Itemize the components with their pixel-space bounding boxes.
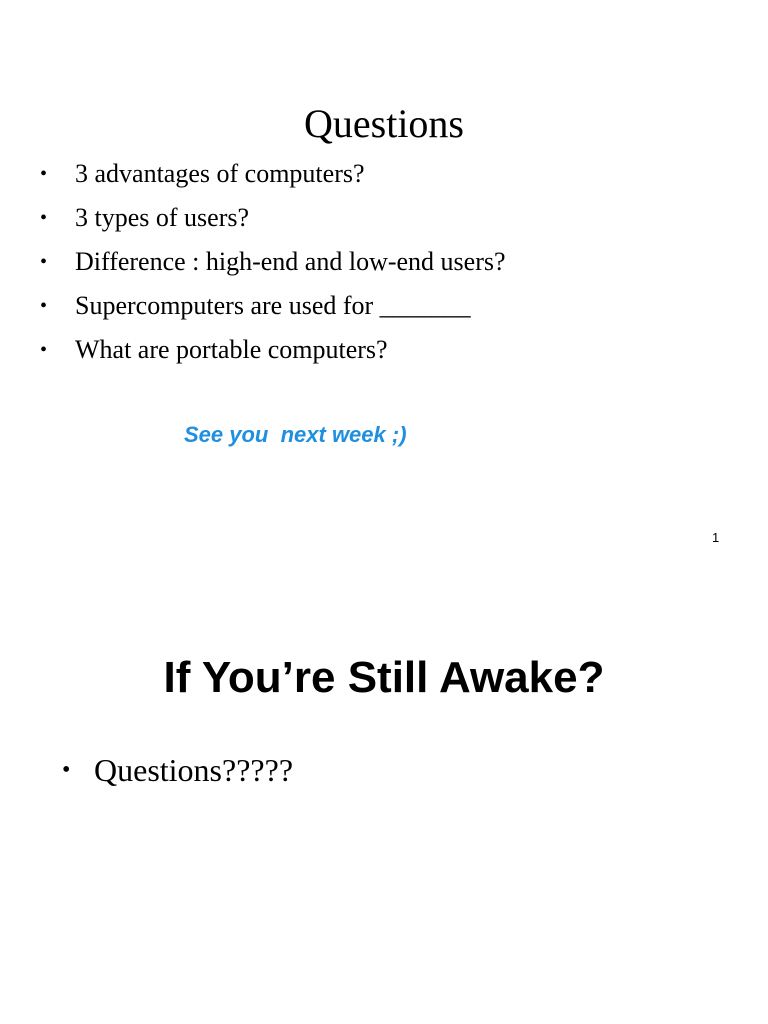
question-text: 3 advantages of computers?: [75, 159, 365, 188]
question-text: Supercomputers are used for _______: [75, 291, 471, 320]
bullet-icon: •: [40, 207, 48, 229]
bullet-icon: •: [40, 339, 48, 361]
bullet-icon: •: [40, 295, 48, 317]
closing-message: See you next week ;): [184, 422, 407, 447]
question-text: Difference : high-end and low-end users?: [75, 247, 506, 276]
question-text: What are portable computers?: [75, 335, 388, 364]
slide-2: [0, 560, 768, 1024]
list-item: [40, 156, 506, 200]
question-list: [62, 748, 293, 792]
list-item: [40, 332, 506, 376]
bullet-icon: •: [62, 757, 71, 783]
list-item: [40, 244, 506, 288]
slide-title: If You’re Still Awake?: [163, 653, 605, 702]
page-number: 1: [712, 530, 720, 545]
list-item: [62, 748, 293, 792]
list-item: [40, 288, 506, 332]
question-text: 3 types of users?: [75, 203, 250, 232]
question-list: [40, 156, 506, 376]
bullet-icon: •: [40, 163, 48, 185]
bullet-icon: •: [40, 251, 48, 273]
list-item: [40, 200, 506, 244]
slide-title: Questions: [304, 101, 464, 146]
question-text: Questions?????: [94, 752, 294, 788]
